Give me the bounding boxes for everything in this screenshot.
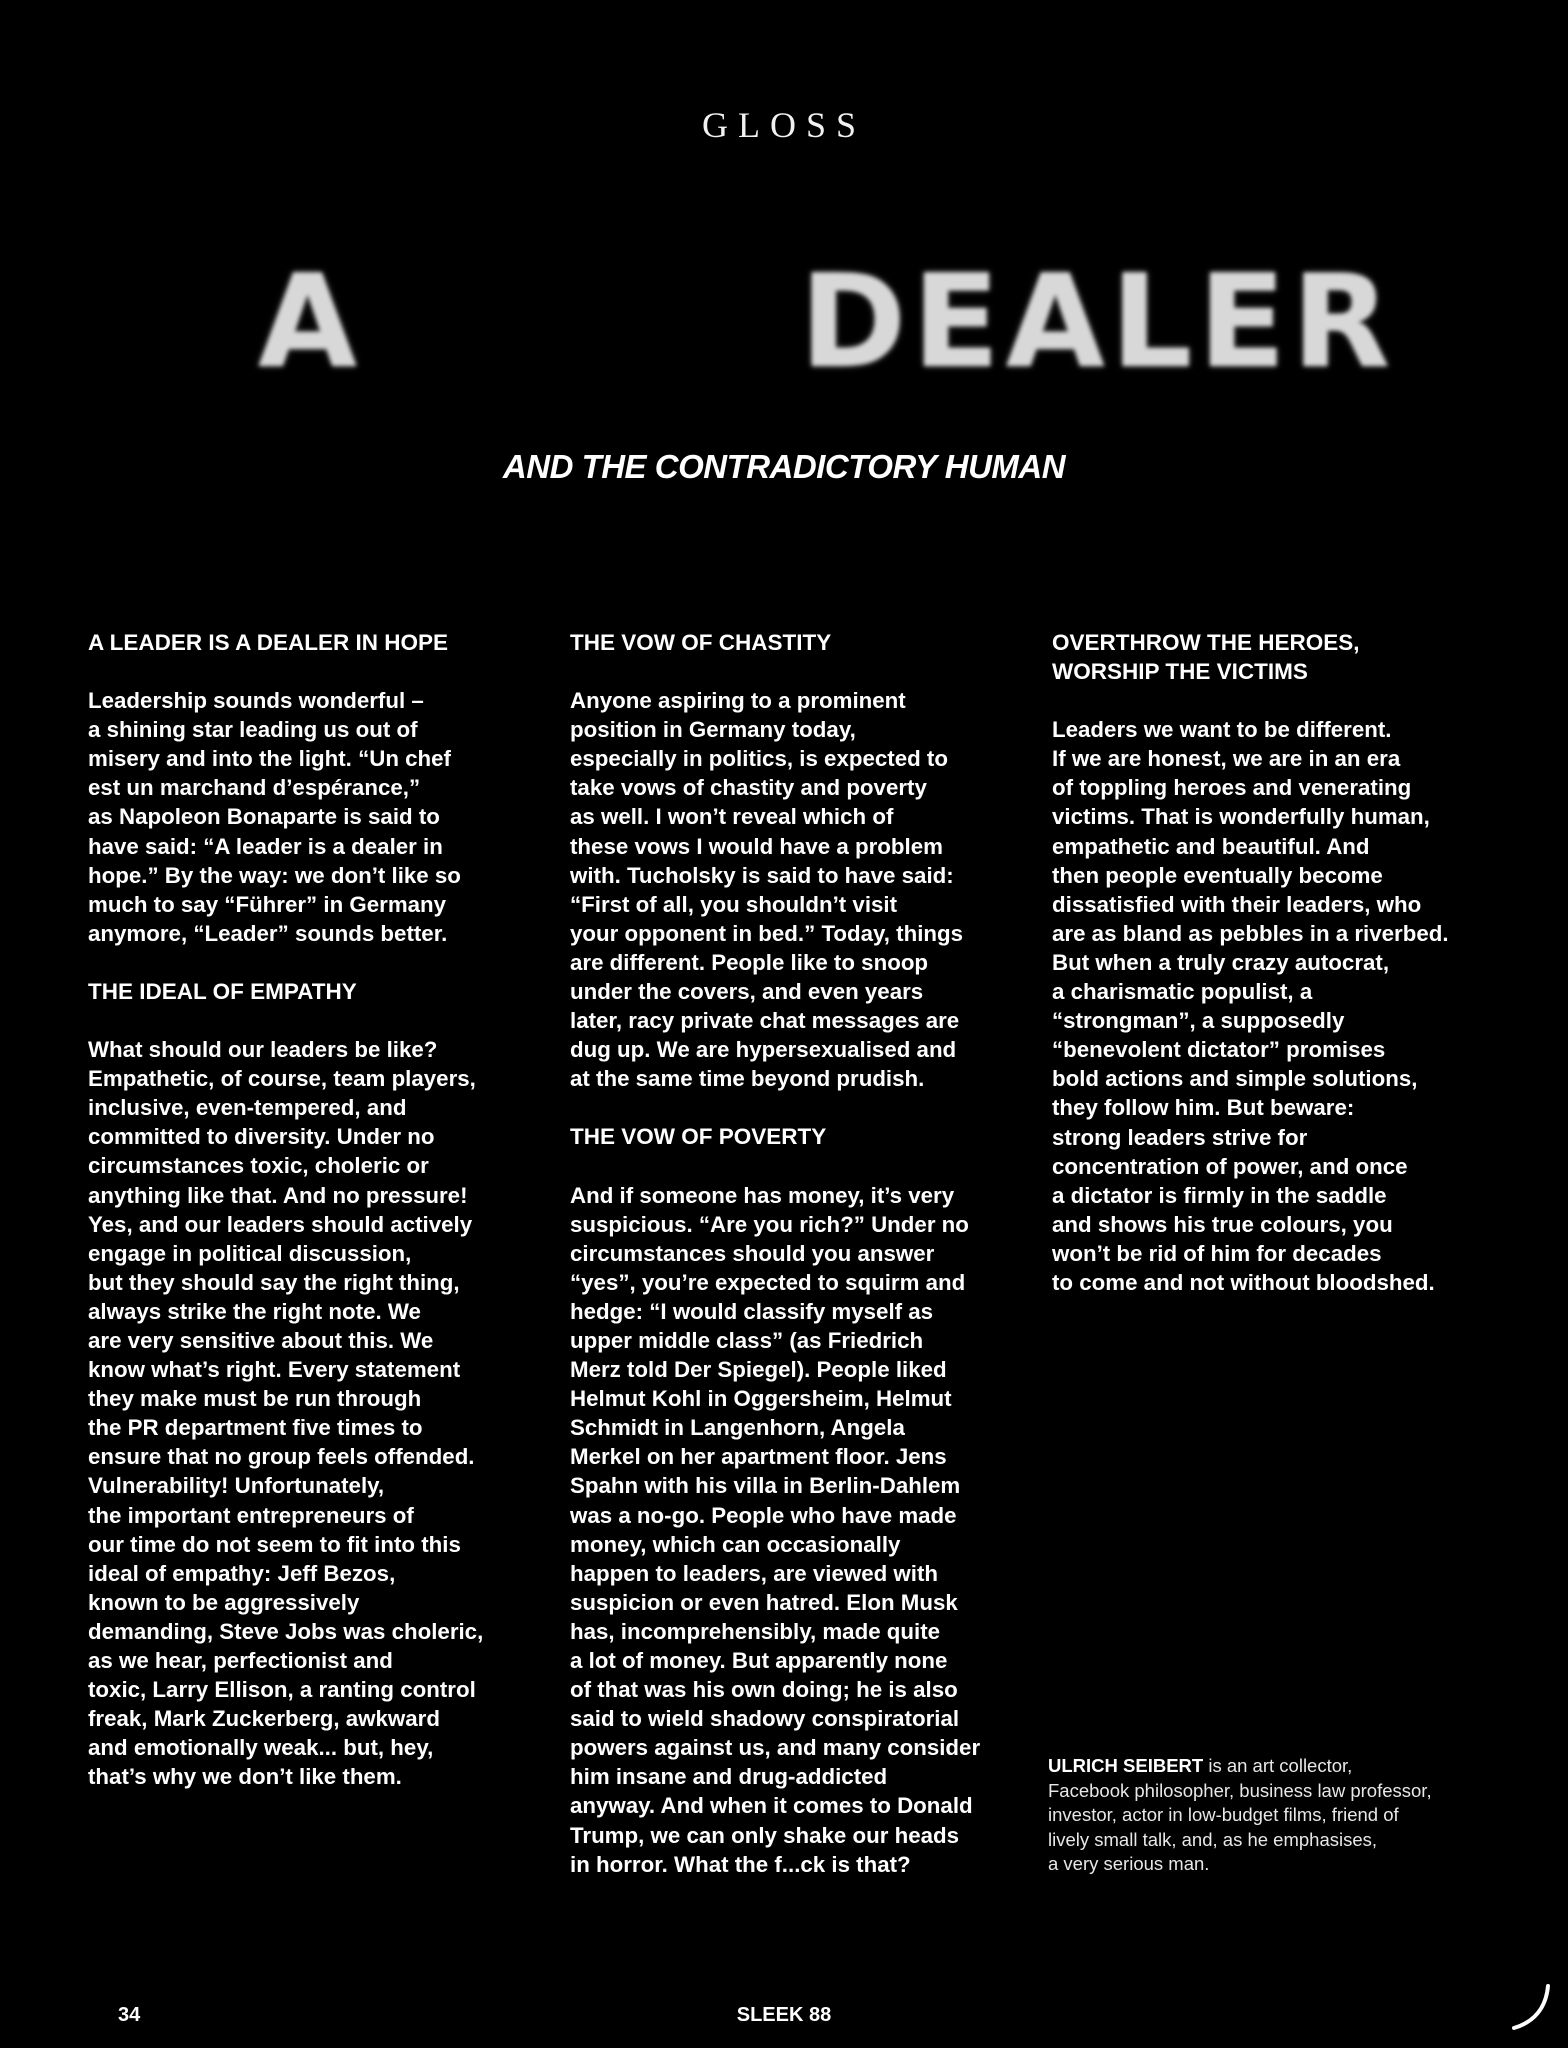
text-line: they make must be run through xyxy=(88,1386,422,1412)
text-line: strong leaders strive for xyxy=(1052,1124,1308,1150)
page-curl-icon xyxy=(1510,1982,1554,2032)
text-line: then people eventually become xyxy=(1052,862,1383,888)
section-heading: THE VOW OF CHASTITY xyxy=(570,630,832,655)
text-line: are as bland as pebbles in a riverbed. xyxy=(1052,920,1449,946)
text-line: Anyone aspiring to a prominent xyxy=(570,688,906,714)
section-heading: OVERTHROW THE HEROES, xyxy=(1052,630,1360,655)
text-line: with. Tucholsky is said to have said: xyxy=(570,862,954,888)
headline-word-dealer: DEALER xyxy=(800,248,1397,397)
text-line: est un marchand d’espérance,” xyxy=(88,775,421,801)
text-line: was a no-go. People who have made xyxy=(570,1502,957,1528)
text-line: toxic, Larry Ellison, a ranting control xyxy=(88,1677,476,1703)
text-line: much to say “Führer” in Germany xyxy=(88,891,447,917)
text-line: but they should say the right thing, xyxy=(88,1269,460,1295)
text-line: and emotionally weak... but, hey, xyxy=(88,1735,434,1761)
text-line: him insane and drug-addicted xyxy=(570,1764,888,1790)
text-line: said to wield shadowy conspiratorial xyxy=(570,1706,960,1732)
text-line: circumstances should you answer xyxy=(570,1240,935,1266)
text-line: suspicion or even hatred. Elon Musk xyxy=(570,1589,958,1615)
text-line: Yes, and our leaders should actively xyxy=(88,1211,473,1237)
text-line: these vows I would have a problem xyxy=(570,833,943,859)
text-line: Helmut Kohl in Oggersheim, Helmut xyxy=(570,1386,952,1412)
text-line: as Napoleon Bonaparte is said to xyxy=(88,804,440,830)
section-heading: THE IDEAL OF EMPATHY xyxy=(88,978,357,1004)
text-line: Schmidt in Langenhorn, Angela xyxy=(570,1415,905,1441)
magazine-issue: SLEEK 88 xyxy=(736,2004,832,2026)
bio-text: is an art collector, xyxy=(1203,1755,1353,1776)
text-line: “First of all, you shouldn’t visit xyxy=(570,891,898,917)
text-line: “benevolent dictator” promises xyxy=(1052,1037,1386,1063)
text-line: empathetic and beautiful. And xyxy=(1052,833,1370,859)
text-line: money, which can occasionally xyxy=(570,1531,901,1557)
text-line: at the same time beyond prudish. xyxy=(570,1066,925,1092)
text-line: dissatisfied with their leaders, who xyxy=(1052,891,1422,917)
text-line: If we are honest, we are in an era xyxy=(1052,746,1401,772)
text-line: upper middle class” (as Friedrich xyxy=(570,1327,924,1353)
text-line: take vows of chastity and poverty xyxy=(570,775,927,801)
text-line: demanding, Steve Jobs was choleric, xyxy=(88,1618,484,1644)
column-3 xyxy=(1052,628,1502,1297)
headline-word-a: A xyxy=(258,248,358,397)
column-2 xyxy=(570,628,1010,1879)
text-line: as well. I won’t reveal which of xyxy=(570,804,894,830)
text-line: Leaders we want to be different. xyxy=(1052,717,1392,743)
text-line: engage in political discussion, xyxy=(88,1240,412,1266)
text-line: hedge: “I would classify myself as xyxy=(570,1298,934,1324)
text-line: hope.” By the way: we don’t like so xyxy=(88,862,461,888)
text-line: freak, Mark Zuckerberg, awkward xyxy=(88,1706,440,1732)
bio-line: lively small talk, and, as he emphasises, xyxy=(1048,1828,1378,1850)
text-line: But when a truly crazy autocrat, xyxy=(1052,949,1390,975)
text-line: ensure that no group feels offended. xyxy=(88,1444,475,1470)
text-line: anything like that. And no pressure! xyxy=(88,1182,468,1208)
text-line: won’t be rid of him for decades xyxy=(1052,1240,1382,1266)
text-line: Merz told Der Spiegel). People liked xyxy=(570,1357,947,1383)
text-line: are very sensitive about this. We xyxy=(88,1327,434,1353)
section-label: GLOSS xyxy=(701,105,867,145)
text-line: that’s why we don’t like them. xyxy=(88,1764,402,1790)
bio-line: investor, actor in low-budget films, friend of xyxy=(1048,1804,1399,1825)
text-line: concentration of power, and once xyxy=(1052,1153,1408,1179)
text-line: especially in politics, is expected to xyxy=(570,746,948,772)
text-line: have said: “A leader is a dealer in xyxy=(88,833,443,859)
text-line: What should our leaders be like? xyxy=(88,1037,438,1063)
text-line: they follow him. But beware: xyxy=(1052,1095,1355,1121)
text-line: circumstances toxic, choleric or xyxy=(88,1153,429,1179)
text-line: “strongman”, a supposedly xyxy=(1052,1008,1345,1034)
section-heading: WORSHIP THE VICTIMS xyxy=(1052,659,1308,685)
text-line: inclusive, even-tempered, and xyxy=(88,1095,407,1121)
headline xyxy=(0,248,1568,408)
text-line: position in Germany today, xyxy=(570,717,856,743)
text-line: powers against us, and many consider xyxy=(570,1735,981,1761)
section-heading: A LEADER IS A DEALER IN HOPE xyxy=(88,630,449,655)
text-line: Vulnerability! Unfortunately, xyxy=(88,1473,385,1499)
text-line: of that was his own doing; he is also xyxy=(570,1677,958,1703)
text-line: our time do not seem to fit into this xyxy=(88,1531,461,1557)
text-line: of toppling heroes and venerating xyxy=(1052,775,1412,801)
bio-line: a very serious man. xyxy=(1048,1853,1210,1874)
text-line: “yes”, you’re expected to squirm and xyxy=(570,1269,966,1295)
text-line: a charismatic populist, a xyxy=(1052,979,1313,1005)
text-line: are different. People like to snoop xyxy=(570,949,929,975)
text-line: Leadership sounds wonderful – xyxy=(88,688,424,714)
text-line: to come and not without bloodshed. xyxy=(1052,1269,1435,1295)
text-line: under the covers, and even years xyxy=(570,979,924,1005)
text-line: Empathetic, of course, team players, xyxy=(88,1066,476,1092)
text-line: bold actions and simple solutions, xyxy=(1052,1066,1418,1092)
text-line: Merkel on her apartment floor. Jens xyxy=(570,1444,947,1470)
text-line: victims. That is wonderfully human, xyxy=(1052,804,1430,830)
author-bio xyxy=(1048,1754,1498,1877)
text-line: Trump, we can only shake our heads xyxy=(570,1822,960,1848)
text-line: committed to diversity. Under no xyxy=(88,1124,435,1150)
bio-line: Facebook philosopher, business law professor, xyxy=(1048,1779,1432,1801)
subtitle: AND THE CONTRADICTORY HUMAN xyxy=(502,448,1066,485)
text-line: your opponent in bed.” Today, things xyxy=(570,920,964,946)
author-name: ULRICH SEIBERT xyxy=(1048,1755,1204,1776)
text-line: as we hear, perfectionist and xyxy=(88,1648,393,1673)
bio-line xyxy=(1048,1754,1498,1779)
text-line: happen to leaders, are viewed with xyxy=(570,1560,939,1586)
text-line: in horror. What the f...ck is that? xyxy=(570,1851,911,1877)
column-1 xyxy=(88,628,528,1791)
text-line: later, racy private chat messages are xyxy=(570,1008,960,1034)
page-number: 34 xyxy=(118,2004,141,2026)
section-heading: THE VOW OF POVERTY xyxy=(570,1124,827,1150)
text-line: the PR department five times to xyxy=(88,1415,423,1441)
text-line: anyway. And when it comes to Donald xyxy=(570,1793,973,1819)
text-line: the important entrepreneurs of xyxy=(88,1502,414,1528)
text-line: know what’s right. Every statement xyxy=(88,1357,461,1383)
text-line: And if someone has money, it’s very xyxy=(570,1182,955,1208)
text-line: always strike the right note. We xyxy=(88,1298,421,1324)
text-line: Spahn with his villa in Berlin-Dahlem xyxy=(570,1473,961,1499)
text-line: misery and into the light. “Un chef xyxy=(88,746,451,772)
text-line: and shows his true colours, you xyxy=(1052,1211,1393,1237)
text-line: a lot of money. But apparently none xyxy=(570,1648,948,1673)
text-line: ideal of empathy: Jeff Bezos, xyxy=(88,1560,396,1586)
text-line: suspicious. “Are you rich?” Under no xyxy=(570,1211,969,1237)
text-line: a dictator is firmly in the saddle xyxy=(1052,1182,1387,1208)
text-line: has, incomprehensibly, made quite xyxy=(570,1618,941,1644)
text-line: dug up. We are hypersexualised and xyxy=(570,1037,957,1063)
text-line: anymore, “Leader” sounds better. xyxy=(88,920,448,946)
text-line: a shining star leading us out of xyxy=(88,717,418,743)
text-line: known to be aggressively xyxy=(88,1589,360,1615)
